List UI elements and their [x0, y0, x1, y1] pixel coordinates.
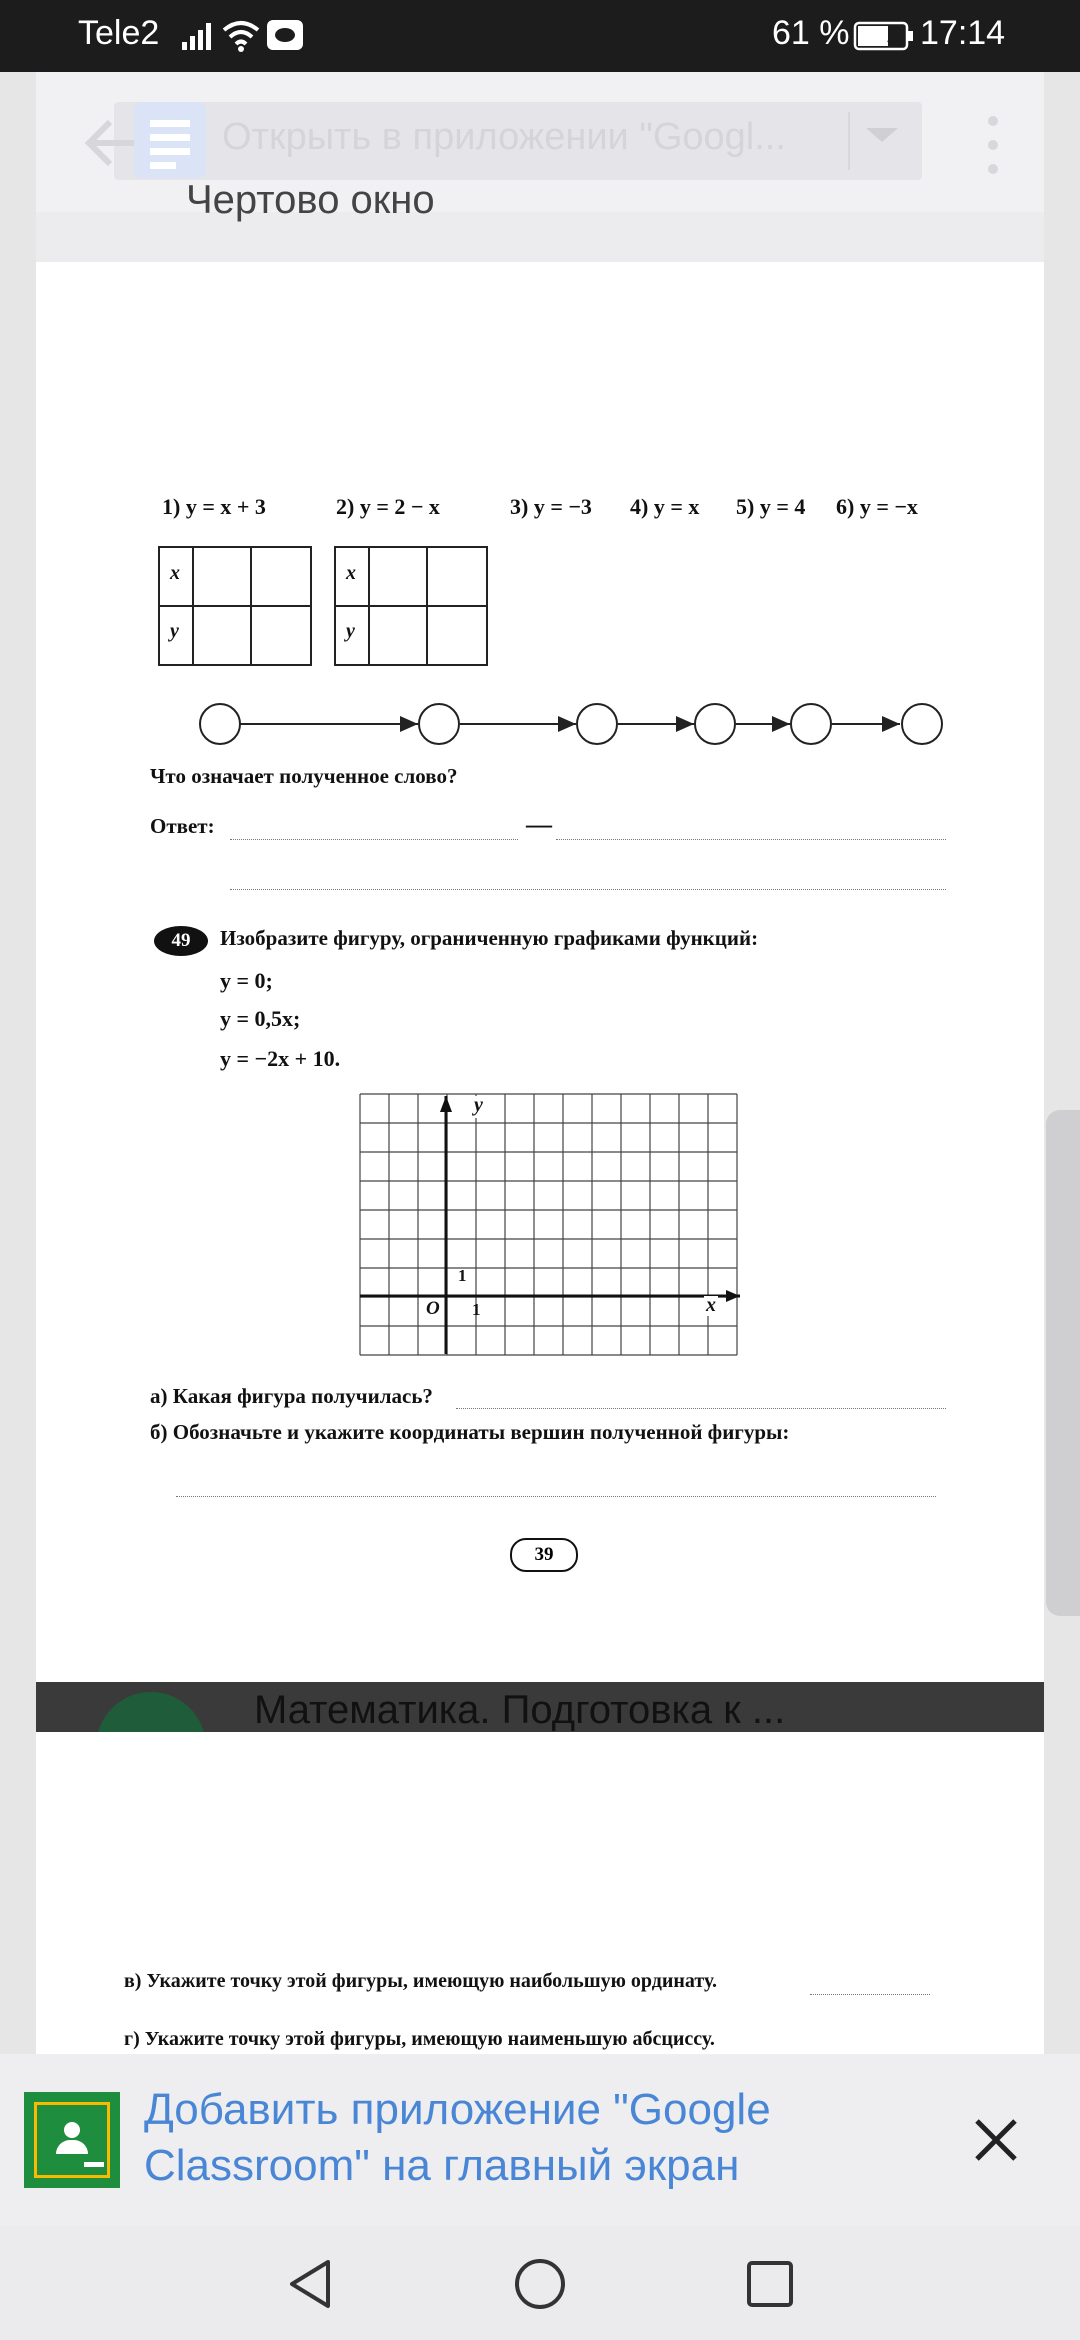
page-gap-top: [36, 178, 1044, 262]
circle-chain: [196, 696, 966, 756]
nav-home-icon[interactable]: [514, 2258, 566, 2310]
function-2: 2) y = 2 − x: [336, 494, 440, 519]
more-options-icon[interactable]: [986, 116, 1000, 176]
wifi-icon: [222, 18, 260, 52]
worksheet-page-2: [36, 1732, 1044, 2062]
function-3: 3) y = −3: [510, 494, 592, 519]
scrollbar-thumb[interactable]: [1046, 1110, 1080, 1616]
battery-percent: 61 %: [772, 14, 850, 52]
task-number-badge: 49: [154, 926, 208, 956]
equation-3: y = −2x + 10.: [220, 1046, 341, 1071]
open-in-app-text: Открыть в приложении "Googl...: [222, 116, 786, 158]
nav-back-icon[interactable]: [286, 2258, 334, 2310]
answer-line-2: [556, 839, 946, 840]
toolbar-divider: [848, 112, 850, 170]
y-unit-label: 1: [458, 1266, 467, 1285]
function-6: 6) y = −x: [836, 494, 918, 519]
dropdown-arrow-icon[interactable]: [866, 128, 898, 142]
worksheet-page: [36, 262, 1044, 1682]
screen-record-icon: [266, 19, 304, 51]
answer-line-3: [230, 889, 946, 890]
question-v: в) Укажите точку этой фигуры, имеющую наибольшую ординату.: [124, 1970, 717, 1992]
question-b: б) Обозначьте и укажите координаты вершин полученной фигуры:: [150, 1420, 790, 1444]
y-axis-label: y: [474, 1094, 483, 1116]
table2-y-label: y: [346, 620, 355, 642]
function-5: 5) y = 4: [736, 494, 806, 519]
battery-icon: [854, 22, 914, 50]
nav-recents-icon[interactable]: [746, 2260, 794, 2308]
system-navigation-bar: [0, 2226, 1080, 2340]
answer-line-a: [456, 1408, 946, 1409]
answer-line-v: [810, 1994, 930, 1995]
peek-title-bottom: Математика. Подготовка к ...: [254, 1688, 786, 1732]
equation-1: y = 0;: [220, 968, 273, 993]
question-g: г) Укажите точку этой фигуры, имеющую наименьшую абсциссу.: [124, 2028, 715, 2050]
y-axis-arrow-icon: [440, 1096, 452, 1112]
clock: 17:14: [920, 14, 1006, 52]
function-1: 1) y = x + 3: [162, 494, 266, 519]
question-a: а) Какая фигура получилась?: [150, 1384, 433, 1408]
coordinate-grid: [358, 1092, 742, 1356]
x-unit-label: 1: [472, 1300, 481, 1319]
answer-line-b: [176, 1496, 936, 1497]
function-4: 4) y = x: [630, 494, 700, 519]
peek-title-top: Чертово окно: [186, 178, 435, 222]
page-number: 39: [510, 1538, 578, 1572]
answer-line-1: [230, 839, 518, 840]
answer-dash: —: [526, 810, 552, 839]
carrier-label: Tele2: [78, 14, 160, 52]
google-docs-icon: [134, 102, 206, 178]
close-icon[interactable]: [974, 2118, 1018, 2162]
x-axis-label: x: [706, 1294, 716, 1316]
status-bar: [0, 0, 1080, 72]
add-to-homescreen-banner[interactable]: [0, 2054, 1080, 2226]
signal-icon: [182, 20, 218, 50]
page-gap-bottom: [36, 1682, 1044, 1732]
table1-y-label: y: [170, 620, 179, 642]
table2-x-label: x: [346, 562, 356, 584]
table1-x-label: x: [170, 562, 180, 584]
equation-2: y = 0,5x;: [220, 1006, 301, 1031]
origin-label: O: [426, 1298, 440, 1319]
x-axis-arrow-icon: [726, 1290, 740, 1302]
answer-label: Ответ:: [150, 814, 215, 838]
value-table-2: [334, 546, 488, 666]
value-table-1: [158, 546, 312, 666]
google-classroom-icon: [24, 2092, 120, 2188]
question-word: Что означает полученное слово?: [150, 764, 458, 788]
task-text: Изобразите фигуру, ограниченную графиками функций:: [220, 926, 759, 950]
banner-text: Добавить приложение "Google Classroom" на главный экран: [144, 2085, 771, 2190]
